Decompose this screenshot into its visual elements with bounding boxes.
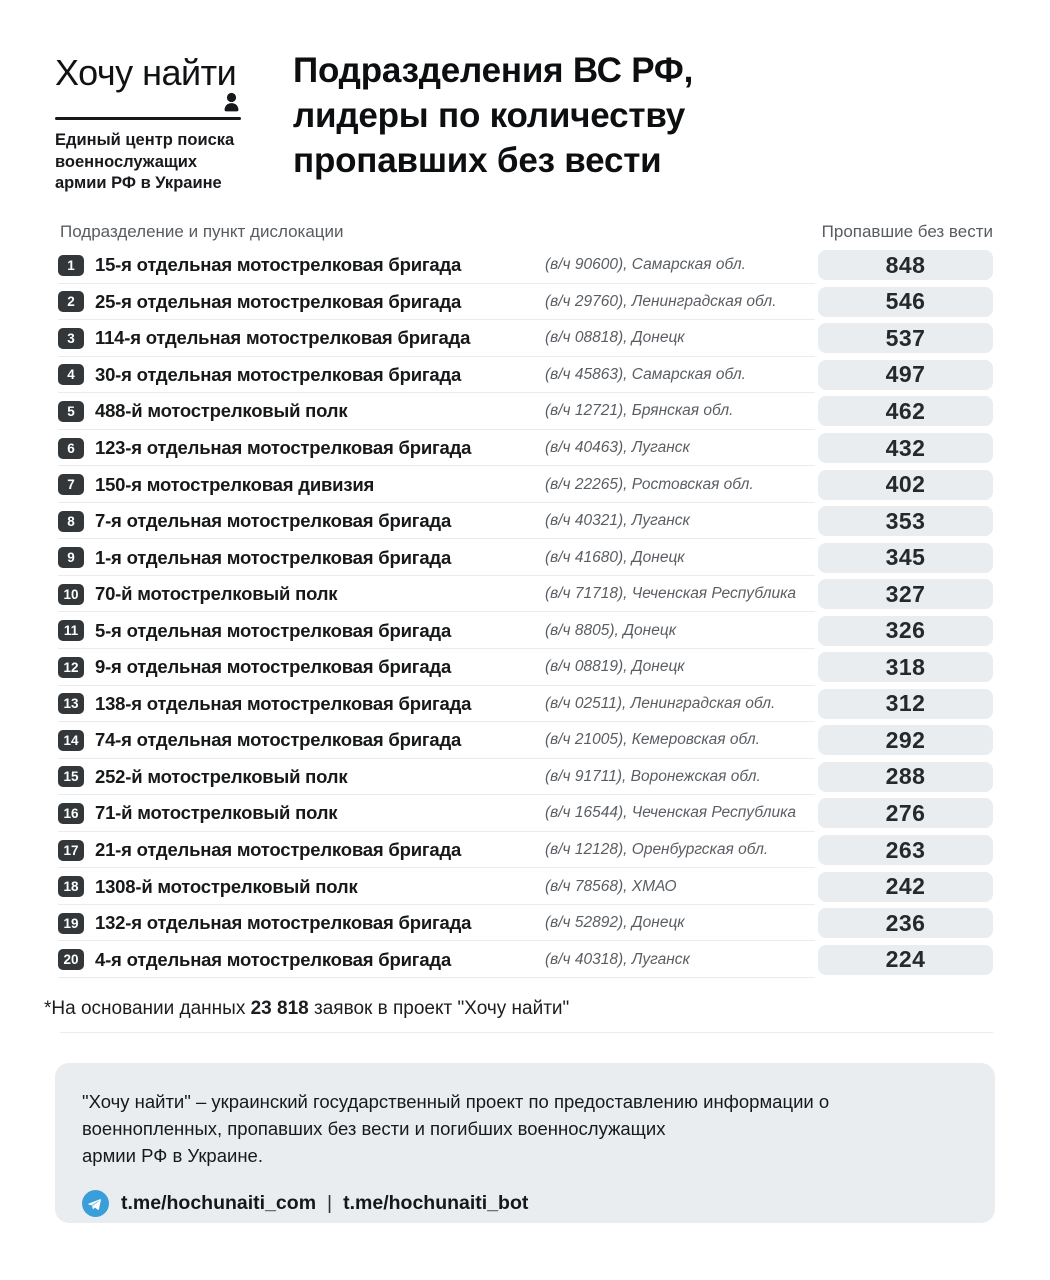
rank-badge: 8 [58,511,84,532]
table-row [0,247,1050,284]
count-pill [818,543,993,573]
logo-subtitle-line: военнослужащих [55,152,198,171]
telegram-link-bot[interactable]: t.me/hochunaiti_bot [343,1192,529,1214]
table-row [0,868,1050,905]
count-value: 288 [885,763,926,790]
unit-name: 74-я отдельная мотострелковая бригада [95,729,462,751]
table-row [0,759,1050,796]
unit-location: (в/ч 12128), Оренбургская обл. [545,841,769,859]
logo-underline [55,117,241,120]
row-divider [58,977,815,978]
unit-name: 15-я отдельная мотострелковая бригада [95,254,462,276]
count-pill [818,908,993,938]
column-header-unit: Подразделение и пункт дислокации [60,222,344,241]
unit-name: 150-я мотострелковая дивизия [95,473,375,495]
rank-badge: 17 [58,840,84,861]
count-value: 537 [885,324,926,351]
telegram-link-com[interactable]: t.me/hochunaiti_com [121,1192,317,1214]
table-row [0,284,1050,321]
count-value: 432 [885,434,926,461]
page-title-line: пропавших без вести [293,141,662,180]
count-value: 353 [885,507,926,534]
count-value: 546 [885,288,926,315]
count-pill [818,652,993,682]
unit-location: (в/ч 29760), Ленинградская обл. [545,292,777,310]
unit-name: 138-я отдельная мотострелковая бригада [95,692,472,714]
unit-location: (в/ч 40318), Луганск [545,950,690,968]
count-value: 292 [885,726,926,753]
count-value: 327 [885,580,926,607]
rank-badge: 12 [58,657,84,678]
person-icon [219,91,244,116]
table-row [0,795,1050,832]
telegram-icon [82,1190,109,1217]
rank-badge: 1 [58,255,84,276]
count-pill [818,360,993,390]
unit-location: (в/ч 08818), Донецк [545,329,685,347]
logo-subtitle [55,130,234,195]
telegram-row [82,1190,968,1217]
count-value: 318 [885,653,926,680]
about-text-line: "Хочу найти" – украинский государственный проект по предоставлению информации о [82,1091,830,1112]
count-pill [818,579,993,609]
count-value: 242 [885,873,926,900]
table-row [0,649,1050,686]
about-text-line: армии РФ в Украине. [82,1145,263,1166]
about-text [82,1088,968,1169]
rank-badge: 5 [58,401,84,422]
rank-badge: 16 [58,803,84,824]
table-row [0,905,1050,942]
table-row [0,430,1050,467]
count-value: 276 [885,799,926,826]
rank-badge: 19 [58,913,84,934]
count-pill [818,250,993,280]
rank-badge: 4 [58,364,84,385]
rank-badge: 15 [58,766,84,787]
count-value: 312 [885,690,926,717]
count-pill [818,287,993,317]
unit-location: (в/ч 8805), Донецк [545,621,677,639]
count-pill [818,798,993,828]
unit-location: (в/ч 52892), Донецк [545,914,685,932]
unit-location: (в/ч 21005), Кемеровская обл. [545,731,760,749]
count-pill [818,689,993,719]
table-row [0,503,1050,540]
count-value: 326 [885,617,926,644]
rank-badge: 7 [58,474,84,495]
table-header [0,222,1050,244]
count-pill [818,616,993,646]
rank-badge: 13 [58,693,84,714]
footnote-suffix: заявок в проект "Хочу найти" [308,998,570,1019]
count-pill [818,725,993,755]
unit-location: (в/ч 90600), Самарская обл. [545,256,746,274]
page-title-line: лидеры по количеству [293,96,686,135]
unit-name: 114-я отдельная мотострелковая бригада [95,327,471,349]
count-value: 848 [885,251,926,278]
logo-title: Хочу найти [55,52,237,93]
count-value: 263 [885,836,926,863]
count-pill [818,835,993,865]
count-pill [818,396,993,426]
table-row [0,357,1050,394]
table-row [0,686,1050,723]
unit-name: 488-й мотострелковый полк [95,400,348,422]
count-pill [818,945,993,975]
unit-location: (в/ч 12721), Брянская обл. [545,402,734,420]
footnote-divider [60,1032,993,1033]
rank-badge: 10 [58,584,84,605]
unit-name: 71-й мотострелковый полк [95,802,338,824]
rank-badge: 18 [58,876,84,897]
unit-name: 252-й мотострелковый полк [95,765,348,787]
count-value: 402 [885,471,926,498]
rank-badge: 3 [58,328,84,349]
count-value: 497 [885,361,926,388]
count-value: 462 [885,397,926,424]
page-title [293,48,693,183]
logo-subtitle-line: армии РФ в Украине [55,174,222,192]
table-row [0,612,1050,649]
column-header-missing: Пропавшие без вести [821,222,993,241]
unit-location: (в/ч 40321), Луганск [545,512,690,530]
rank-badge: 20 [58,949,84,970]
rank-badge: 11 [58,620,84,641]
unit-name: 123-я отдельная мотострелковая бригада [95,437,472,458]
count-pill [818,433,993,463]
unit-name: 1308-й мотострелковый полк [95,875,358,897]
unit-location: (в/ч 08819), Донецк [545,658,685,676]
rank-badge: 9 [58,547,84,568]
table-row [0,539,1050,576]
table-row [0,832,1050,869]
table-row [0,576,1050,613]
count-pill [818,762,993,792]
unit-location: (в/ч 02511), Ленинградская обл. [545,694,776,712]
unit-location: (в/ч 40463), Луганск [545,439,690,456]
unit-location: (в/ч 78568), ХМАО [545,877,677,895]
footnote [44,998,569,1020]
unit-location: (в/ч 71718), Чеченская Республика [545,585,797,603]
table-row [0,393,1050,430]
table-body [0,247,1050,978]
about-box [55,1063,995,1223]
unit-name: 30-я отдельная мотострелковая бригада [95,363,462,385]
unit-name: 9-я отдельная мотострелковая бригада [95,656,452,678]
unit-name: 5-я отдельная мотострелковая бригада [95,619,452,641]
table-row [0,941,1050,978]
unit-name: 132-я отдельная мотострелковая бригада [95,912,472,934]
unit-name: 25-я отдельная мотострелковая бригада [95,290,462,312]
unit-name: 7-я отдельная мотострелковая бригада [95,510,452,532]
count-value: 224 [885,946,926,973]
count-value: 345 [885,544,926,571]
unit-name: 21-я отдельная мотострелковая бригада [95,839,462,861]
telegram-links [121,1192,528,1215]
count-pill [818,470,993,500]
unit-location: (в/ч 45863), Самарская обл. [545,365,746,383]
table-row [0,722,1050,759]
count-pill [818,872,993,902]
count-pill [818,323,993,353]
unit-location: (в/ч 22265), Ростовская обл. [545,475,754,493]
telegram-links-separator: | [327,1192,333,1214]
unit-location: (в/ч 41680), Донецк [545,548,685,566]
count-value: 236 [885,909,926,936]
count-pill [818,506,993,536]
footnote-prefix: *На основании данных [44,998,251,1019]
unit-name: 70-й мотострелковый полк [95,583,338,605]
page-title-line: Подразделения ВС РФ, [293,51,694,90]
unit-location: (в/ч 91711), Воронежская обл. [545,767,761,785]
unit-name: 4-я отдельная мотострелковая бригада [95,948,452,970]
unit-location: (в/ч 16544), Чеченская Республика [545,804,797,822]
logo-subtitle-line: Единый центр поиска [55,131,235,149]
rank-badge: 14 [58,730,84,751]
about-text-line: военнопленных, пропавших без вести и погибших военнослужащих [82,1118,666,1139]
footnote-count: 23 818 [250,998,309,1019]
rank-badge: 6 [58,438,84,459]
table-row [0,320,1050,357]
table-row [0,466,1050,503]
unit-name: 1-я отдельная мотострелковая бригада [95,546,452,568]
rank-badge: 2 [58,291,84,312]
